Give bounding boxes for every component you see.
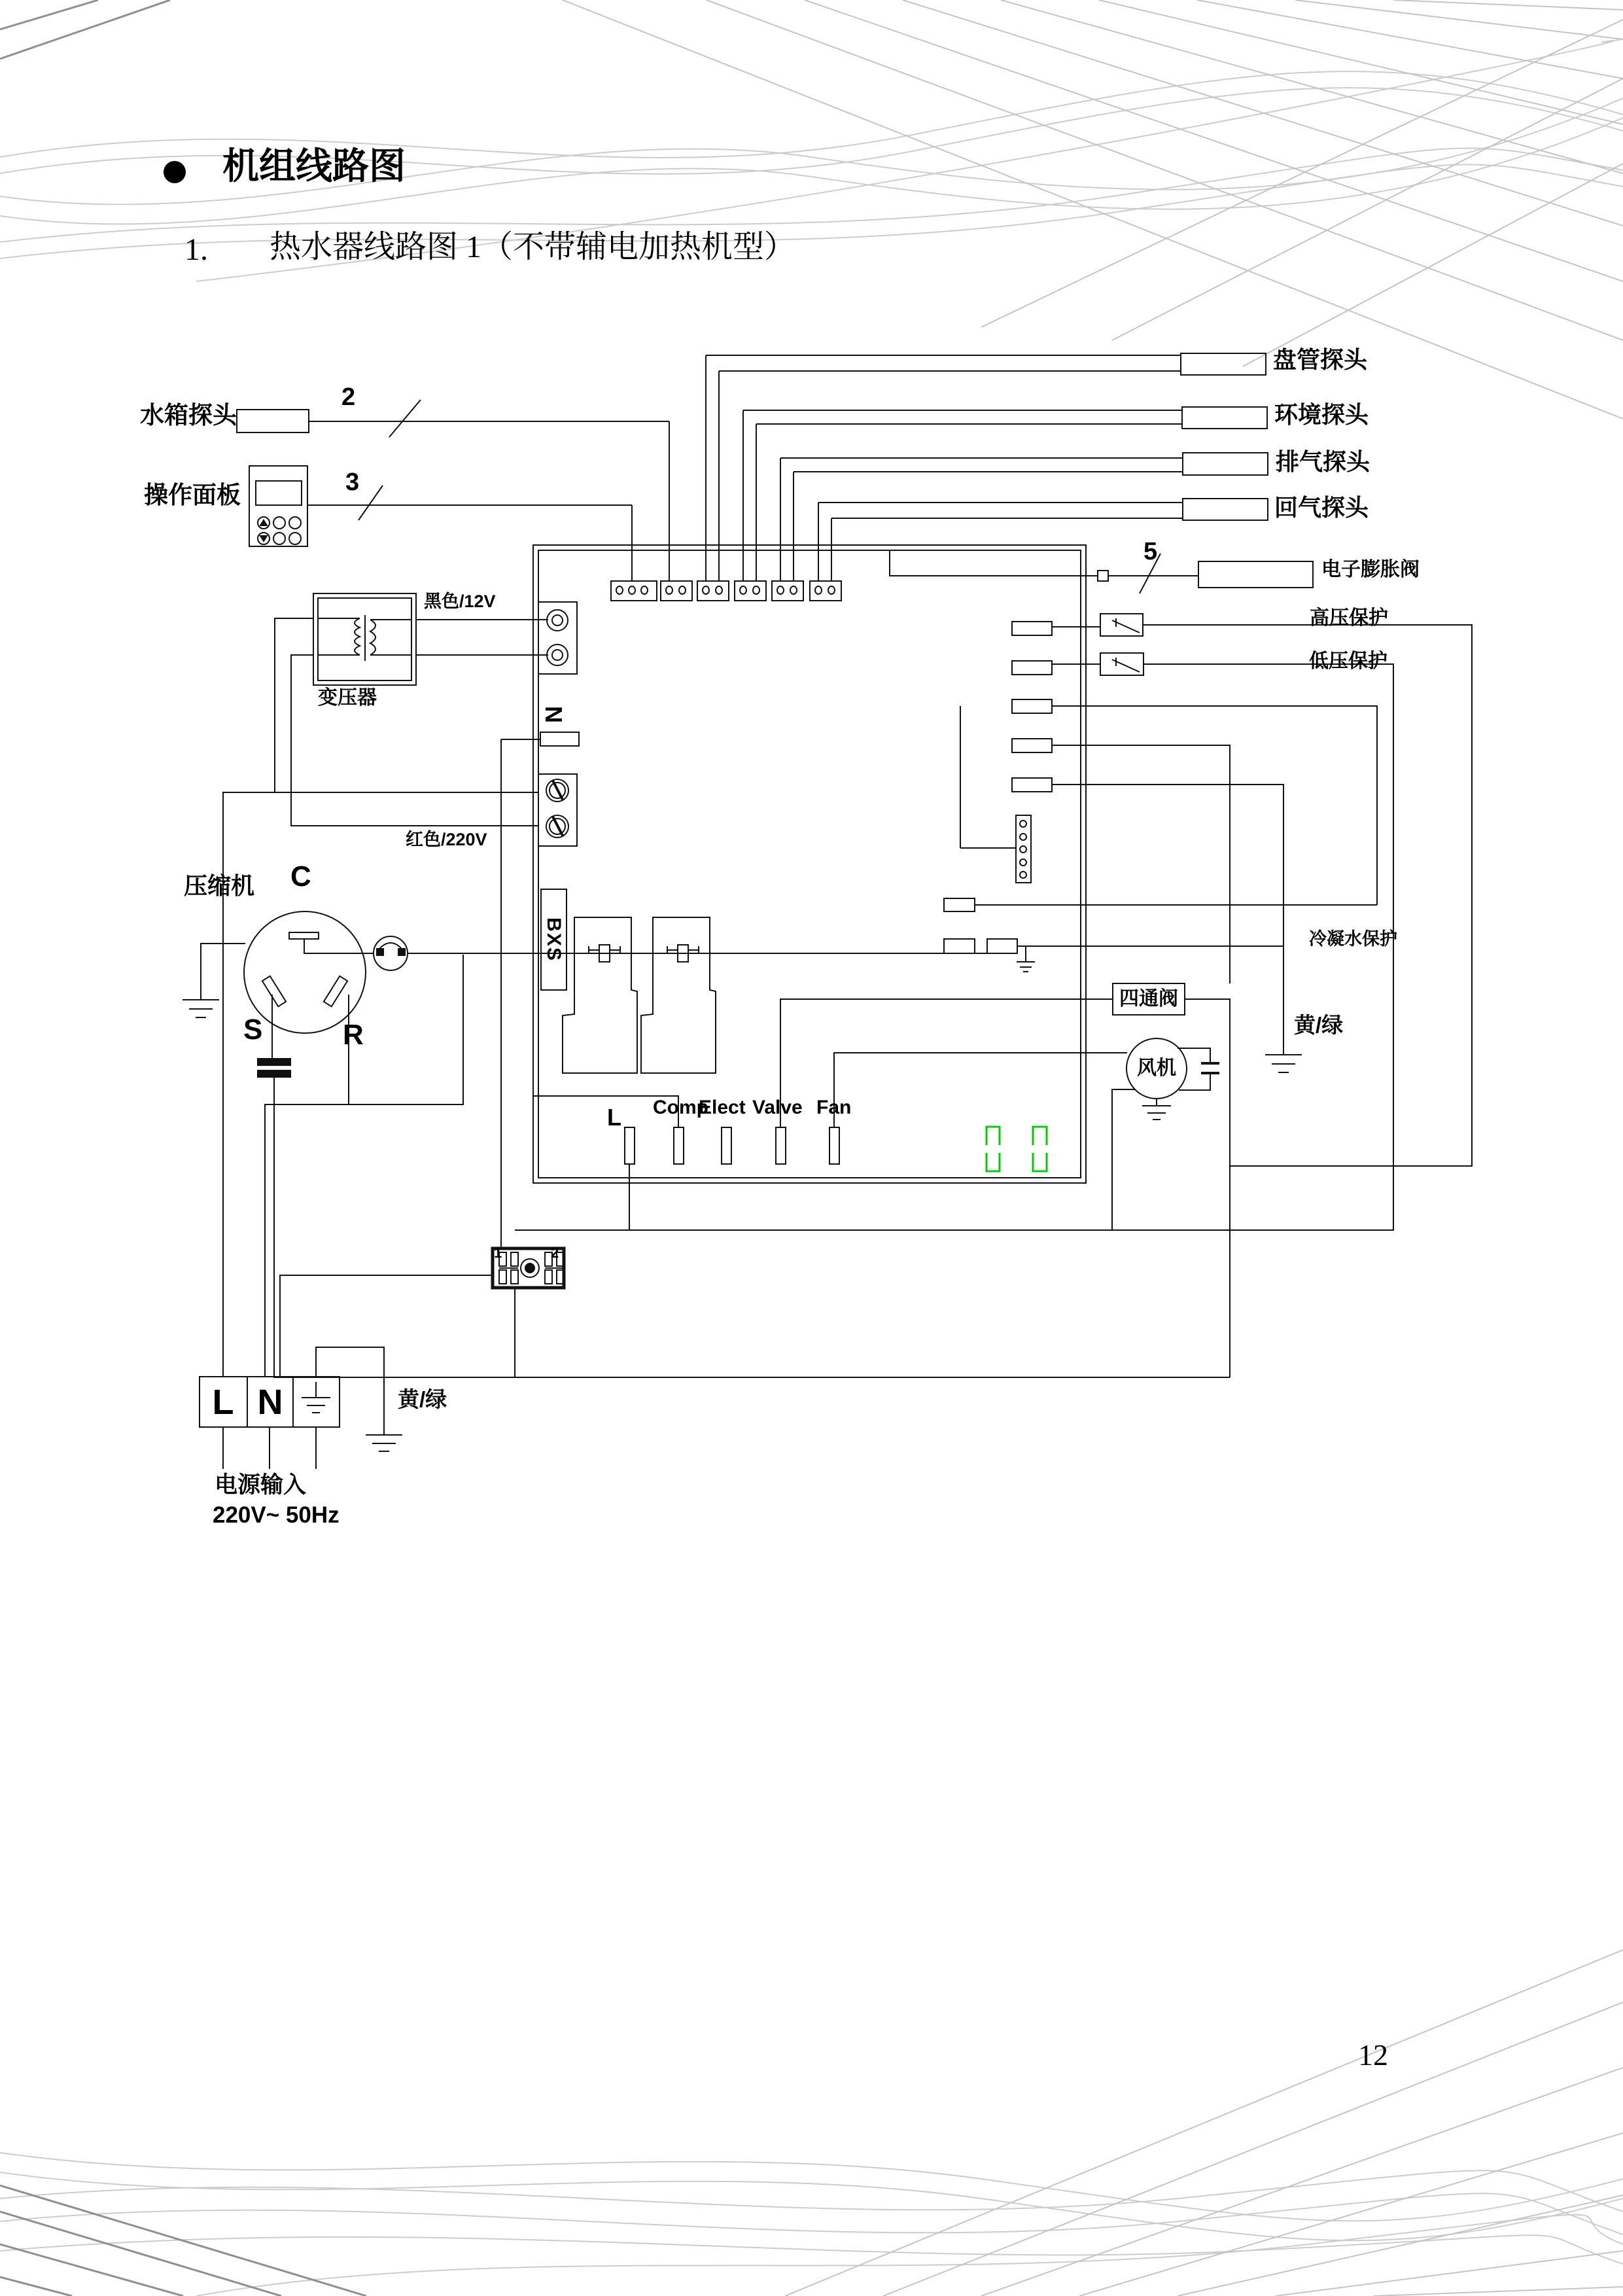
compressor-c-label: C bbox=[290, 860, 311, 892]
discharge-probe-label: 排气探头 bbox=[1276, 448, 1370, 475]
coil-probe-box bbox=[1181, 353, 1266, 375]
ambient-probe-box bbox=[1182, 407, 1267, 429]
board-220v-terminals bbox=[538, 774, 577, 846]
power-input-label: 电源输入 bbox=[215, 1472, 307, 1498]
bottom-right-lattice-decoration bbox=[785, 1950, 1623, 2296]
relay bbox=[641, 917, 716, 1073]
ground-icon bbox=[183, 1000, 219, 1017]
board-pad bbox=[944, 939, 975, 953]
lp-switch bbox=[1100, 653, 1143, 675]
board-fuse bbox=[540, 732, 579, 746]
up-arrow-icon bbox=[260, 520, 267, 525]
ambient-probe-label: 环境探头 bbox=[1274, 401, 1369, 428]
suction-probe-label: 回气探头 bbox=[1274, 494, 1369, 521]
capacitor-icon bbox=[258, 1059, 290, 1077]
transformer-label: 变压器 bbox=[318, 687, 377, 709]
ground-icon bbox=[366, 1435, 402, 1451]
control-panel-label: 操作面板 bbox=[144, 482, 241, 508]
power-l-label: L bbox=[212, 1383, 234, 1422]
board-top-connectors bbox=[611, 581, 841, 601]
terminal-block-number-1: 1 bbox=[494, 1245, 502, 1261]
condensate-protect-label: 冷凝水保护 bbox=[1309, 929, 1397, 949]
down-arrow-icon bbox=[260, 536, 267, 541]
green-pad-marks bbox=[986, 1127, 1047, 1171]
compressor-label: 压缩机 bbox=[184, 872, 255, 899]
compressor-r-label: R bbox=[343, 1019, 364, 1051]
item-number: 1. bbox=[184, 232, 208, 267]
bottom-wave-decoration bbox=[0, 2153, 1623, 2296]
ground-icon bbox=[1265, 1055, 1302, 1072]
output-valve-label: Valve bbox=[752, 1097, 803, 1118]
discharge-probe-box bbox=[1183, 453, 1268, 475]
wire-number-3: 3 bbox=[345, 468, 360, 496]
eev-box bbox=[1198, 561, 1313, 588]
main-board bbox=[533, 545, 1086, 1183]
compressor-s-label: S bbox=[243, 1014, 263, 1046]
board-12v-terminals bbox=[538, 602, 577, 674]
terminal-block-number-2: 2 bbox=[551, 1245, 559, 1261]
transformer-drawing bbox=[313, 593, 416, 685]
power-spec-label: 220V~ 50Hz bbox=[213, 1502, 340, 1528]
wire-number-5: 5 bbox=[1143, 538, 1158, 565]
hp-protect-label: 高压保护 bbox=[1310, 607, 1388, 629]
board-neutral-label: N bbox=[540, 706, 567, 723]
ground-icon bbox=[1142, 1106, 1171, 1120]
black-12v-label: 黑色/12V bbox=[424, 592, 496, 611]
board-pad bbox=[987, 939, 1017, 953]
top-left-corner-decoration bbox=[0, 0, 170, 59]
page-number: 12 bbox=[1358, 2038, 1388, 2072]
eev-inline-terminal bbox=[1098, 571, 1108, 581]
board-pad bbox=[944, 898, 975, 911]
output-l-label: L bbox=[607, 1104, 621, 1131]
coil-probe-label: 盘管探头 bbox=[1273, 346, 1368, 373]
red-220v-label: 红色/220V bbox=[406, 830, 487, 849]
eev-label: 电子膨胀阀 bbox=[1321, 559, 1420, 580]
board-output-pins bbox=[625, 1127, 839, 1164]
ground-icon bbox=[1017, 962, 1035, 972]
title-bullet-icon bbox=[164, 161, 186, 183]
board-right-pads bbox=[1012, 622, 1052, 792]
hp-switch bbox=[1100, 614, 1143, 636]
lp-protect-label: 低压保护 bbox=[1309, 650, 1387, 672]
power-n-label: N bbox=[257, 1383, 283, 1422]
output-elect-label: Elect bbox=[699, 1097, 746, 1118]
wires bbox=[201, 355, 1472, 1469]
item-title: 热水器线路图 1（不带辅电加热机型） bbox=[270, 230, 796, 264]
board-5pin-connector bbox=[1016, 815, 1031, 883]
yellow-green-right-label: 黄/绿 bbox=[1294, 1013, 1344, 1037]
fan-motor-label: 风机 bbox=[1137, 1057, 1176, 1079]
control-panel-drawing bbox=[249, 466, 307, 546]
output-comp-label: Comp bbox=[653, 1097, 708, 1118]
suction-probe-box bbox=[1183, 499, 1268, 520]
four-way-valve-label: 四通阀 bbox=[1119, 988, 1178, 1010]
bottom-left-corner-decoration bbox=[0, 2185, 366, 2296]
tank-probe-box bbox=[237, 410, 309, 433]
relay bbox=[563, 917, 637, 1073]
overload-protector bbox=[374, 936, 408, 970]
output-fan-label: Fan bbox=[816, 1097, 852, 1118]
bxs-label: BXS bbox=[543, 917, 565, 962]
yellow-green-bottom-label: 黄/绿 bbox=[398, 1387, 447, 1411]
tank-probe-label: 水箱探头 bbox=[140, 402, 237, 429]
wire-number-2: 2 bbox=[341, 383, 356, 411]
page-title: 机组线路图 bbox=[222, 145, 406, 186]
